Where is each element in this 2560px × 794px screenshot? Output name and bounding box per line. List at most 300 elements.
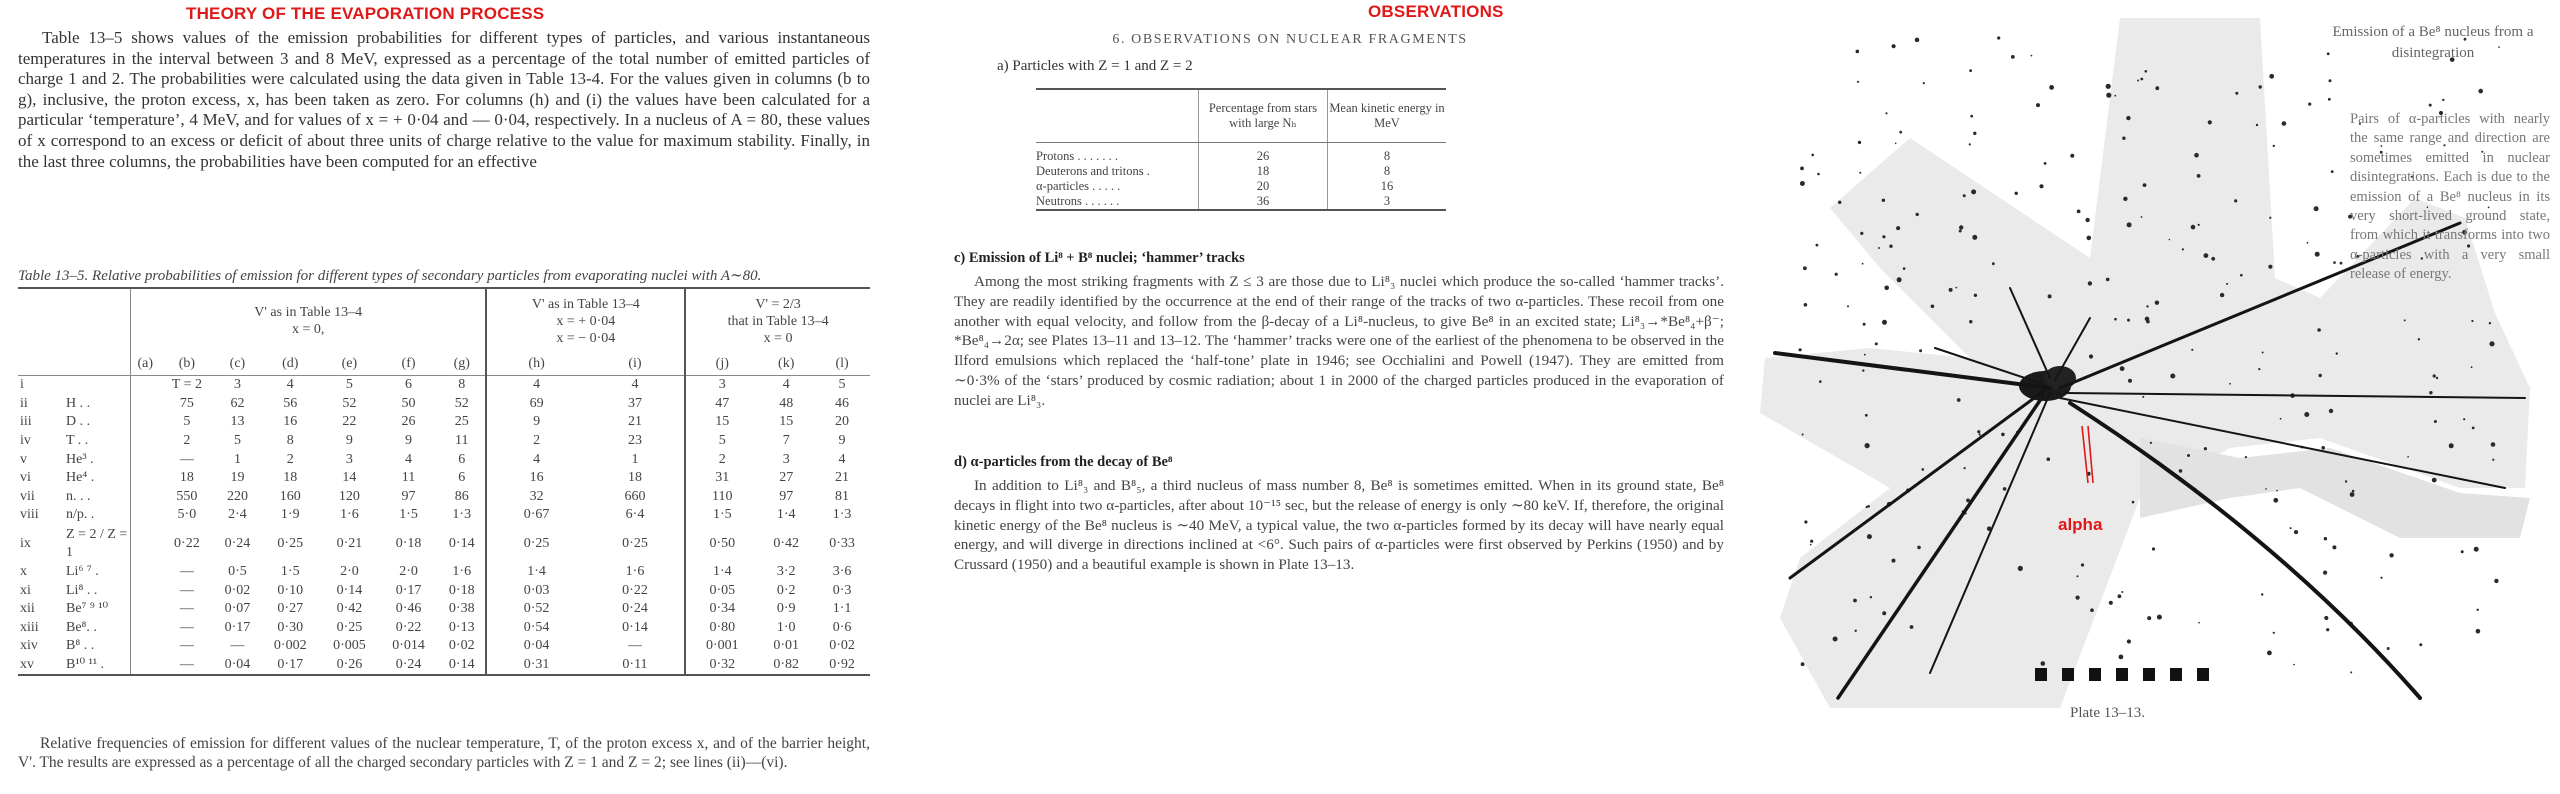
- table-cell: 0·92: [829, 657, 855, 673]
- grain-speck: [2198, 224, 2200, 226]
- grain-speck: [1882, 235, 1885, 238]
- table-cell: 0·26: [336, 657, 363, 673]
- grain-speck: [2442, 99, 2444, 101]
- intro-text: Table 13–5 shows values of the emission probabilities for different types of particles, and various instantaneous temperatures in the interval between 3 and 8 MeV, expressed as a percentage of the total number of emitted particles of charge 1 and 2. The probabilities were calculated using the data given in Table 13-4. For the values given in columns (b to g), inclusive, the proton excess, x, has been taken as zero. For columns (h) and (i) the values have been calculated for a particular ‘temperature’, 4 MeV, and for values of x = + 0·04 and — 0·04, respectively. In a nucleus of A = 80, these values of x correspond to an excess or deficit of about three units of charge relative to the value for maximum stability. Finally, in the last three columns, the probabilities have been computed for an effective: [18, 28, 870, 171]
- grain-speck: [2489, 341, 2494, 346]
- grain-speck: [2262, 352, 2264, 354]
- table-cell: [131, 488, 160, 507]
- table-cell: 0·22: [395, 619, 422, 635]
- table-cell: 52: [342, 395, 357, 411]
- table-row: [18, 376, 870, 395]
- grain-speck: [1969, 143, 1971, 145]
- grain-speck: [1858, 141, 1861, 144]
- grain-speck: [2276, 490, 2278, 492]
- fragments-row: [1036, 194, 1446, 210]
- section-c-paragraph: [954, 272, 1724, 411]
- particle-label: Be⁸. .: [66, 619, 97, 635]
- grain-speck: [2119, 655, 2124, 660]
- grain-speck: [2331, 170, 2334, 173]
- grain-speck: [2076, 596, 2080, 600]
- particle-label: n/p. .: [66, 507, 95, 523]
- table-cell: 9: [345, 433, 353, 449]
- grain-speck: [1969, 69, 1972, 72]
- grain-speck: [2463, 418, 2465, 420]
- table-cell: 0·001: [685, 637, 758, 656]
- table-cell: 0·11: [622, 657, 648, 673]
- row-number: vi: [20, 470, 31, 486]
- table-cell: 0·22: [622, 582, 648, 598]
- grain-speck: [2018, 566, 2023, 571]
- grain-speck: [2352, 490, 2355, 493]
- table-cell: [131, 637, 160, 656]
- table-cell: —: [179, 582, 194, 598]
- grain-speck: [2036, 103, 2040, 107]
- grain-speck: [2290, 527, 2292, 529]
- footnote-text: Relative frequencies of emission for different values of the nuclear temperature, T, of the proton excess x, and of the barrier height, V'. The results are expressed as a percentage of all the charged secondary particles with Z = 1 and Z = 2; see lines (ii)—(vi).: [18, 735, 870, 771]
- grain-speck: [2336, 352, 2338, 354]
- grain-speck: [1835, 273, 1838, 276]
- table-cell: 4: [405, 451, 413, 467]
- grain-speck: [2273, 632, 2275, 634]
- grain-speck: [1878, 247, 1880, 249]
- table-cell: 0·14: [448, 657, 475, 673]
- table-cell: [131, 525, 160, 563]
- table-cell: 5·0: [177, 507, 197, 523]
- table-cell: 32: [486, 488, 585, 507]
- table-cell: 0·22: [174, 535, 200, 551]
- table-cell: 3: [782, 451, 790, 467]
- grain-speck: [2127, 222, 2132, 227]
- table-cell: 0·02: [829, 638, 855, 654]
- grain-speck: [2109, 601, 2113, 605]
- table-cell: [131, 619, 160, 638]
- grain-speck: [2146, 320, 2150, 324]
- grain-speck: [2141, 216, 2143, 218]
- grain-speck: [2350, 671, 2352, 673]
- fragments-row: [1036, 143, 1446, 165]
- grain-speck: [2418, 338, 2420, 340]
- table-row: [18, 619, 870, 638]
- grain-speck: [2329, 409, 2333, 413]
- grain-speck: [2477, 609, 2479, 611]
- grain-speck: [2198, 622, 2200, 624]
- grain-speck: [1889, 245, 1892, 248]
- grain-speck: [2492, 459, 2494, 461]
- column-header: (a): [131, 353, 160, 376]
- grain-speck: [1857, 81, 1859, 83]
- table-cell: —: [179, 657, 194, 673]
- grain-speck: [2211, 257, 2215, 261]
- table-cell: 6: [405, 377, 413, 393]
- table-row: [18, 563, 870, 582]
- table-cell: 0·31: [486, 656, 585, 676]
- particle-label: He⁴ .: [66, 470, 95, 486]
- table-cell: 1·0: [776, 619, 796, 635]
- grain-speck: [1957, 398, 1961, 402]
- grain-speck: [2332, 545, 2336, 549]
- fragments-cell: Neutrons . . . . . .: [1036, 194, 1199, 210]
- grain-speck: [1895, 143, 1897, 145]
- grain-speck: [2220, 293, 2224, 297]
- grain-speck: [1817, 173, 1820, 176]
- table-cell: 0·52: [486, 600, 585, 619]
- table-cell: 25: [454, 414, 469, 430]
- grain-speck: [1972, 235, 1977, 240]
- row-number: xv: [20, 657, 34, 673]
- table-cell: 97: [401, 488, 416, 504]
- table-cell: 4: [486, 450, 585, 469]
- particle-label: B⁸ . .: [66, 638, 95, 654]
- table-cell: 5: [183, 414, 191, 430]
- column-header: (f): [379, 353, 438, 376]
- table-row: [18, 469, 870, 488]
- left-heading: THEORY OF THE EVAPORATION PROCESS: [186, 4, 545, 23]
- table-cell: 1·3: [832, 507, 852, 523]
- grain-speck: [1803, 266, 1807, 270]
- table-cell: [131, 376, 160, 395]
- table-cell: 15: [779, 414, 794, 430]
- table-cell: 3: [345, 451, 353, 467]
- table-cell: T = 2: [171, 377, 202, 393]
- section-d-paragraph: [954, 476, 1724, 575]
- table-cell: —: [179, 451, 194, 467]
- grain-speck: [1833, 637, 1838, 642]
- particle-label: Li⁶ ⁷ .: [66, 564, 99, 580]
- grain-speck: [1816, 244, 1819, 247]
- grain-speck: [2319, 374, 2322, 377]
- particle-label: T . .: [66, 433, 89, 449]
- grain-speck: [1859, 172, 1861, 174]
- table-cell: [131, 413, 160, 432]
- table-cell: 0·17: [224, 619, 251, 635]
- grain-speck: [2282, 121, 2287, 126]
- column-header: (l): [814, 353, 870, 376]
- column-header: (b): [160, 353, 215, 376]
- grain-speck: [1896, 226, 1900, 230]
- grain-speck: [2169, 239, 2171, 241]
- grain-speck: [2326, 628, 2329, 631]
- fragments-cell: α-particles . . . . .: [1036, 179, 1121, 193]
- table-cell: 9: [838, 433, 846, 449]
- table-cell: 0·002: [273, 638, 307, 654]
- grain-speck: [1804, 520, 1807, 523]
- grain-speck: [2323, 571, 2327, 575]
- table-cell: 2: [685, 450, 758, 469]
- grain-speck: [2157, 615, 2162, 620]
- table-cell: 75: [179, 395, 194, 411]
- grain-speck: [2489, 322, 2491, 324]
- fragments-cell: 20: [1199, 179, 1328, 194]
- group-head-3: [685, 289, 870, 353]
- table-cell: 18: [283, 470, 298, 486]
- grain-speck: [2049, 85, 2054, 90]
- grain-speck: [2461, 550, 2464, 553]
- grain-speck: [2472, 427, 2475, 430]
- table-cell: 11: [455, 433, 469, 449]
- table-row: [18, 395, 870, 414]
- table-cell: 220: [226, 488, 248, 504]
- group-2-line-3: x = − 0·04: [556, 330, 616, 346]
- table-cell: 3: [685, 376, 758, 395]
- grain-speck: [1847, 305, 1849, 307]
- table-cell: 0·25: [622, 535, 648, 551]
- table-cell: 120: [338, 488, 360, 504]
- intro-paragraph: [18, 28, 870, 172]
- grain-speck: [2120, 366, 2125, 371]
- table-cell: 1·4: [685, 563, 758, 582]
- grain-speck: [1910, 625, 1914, 629]
- table-cell: 56: [283, 395, 298, 411]
- row-number: viii: [20, 507, 39, 523]
- grain-speck: [2187, 454, 2190, 457]
- table-cell: 0·17: [395, 582, 422, 598]
- table-cell: 0·04: [224, 657, 251, 673]
- table-cell: 5: [838, 377, 846, 393]
- grain-speck: [2328, 98, 2331, 101]
- fragments-row: [1036, 164, 1446, 179]
- grain-speck: [1973, 132, 1976, 135]
- grain-speck: [1915, 38, 1920, 43]
- table-cell: 8: [458, 377, 466, 393]
- table-cell: 9: [486, 413, 585, 432]
- table-caption: Table 13–5. Relative probabilities of emission for different types of secondary particles from evaporating nuclei with A∼80.: [18, 268, 762, 284]
- grain-speck: [1974, 294, 1977, 297]
- alpha-label: alpha: [2058, 515, 2103, 534]
- grain-speck: [2142, 396, 2144, 398]
- column-header: (g): [438, 353, 486, 376]
- grain-speck: [2118, 594, 2122, 598]
- group-2-line-2: x = + 0·04: [556, 313, 616, 329]
- grain-speck: [1977, 430, 1980, 433]
- table-cell: 9: [405, 433, 413, 449]
- table-cell: 660: [624, 488, 646, 504]
- grain-speck: [1997, 36, 2000, 39]
- table-cell: 3·2: [776, 564, 796, 580]
- row-number: vii: [20, 488, 35, 504]
- grain-speck: [1970, 115, 1973, 118]
- fragments-row: [1036, 179, 1446, 194]
- table-cell: 0·42: [336, 601, 363, 617]
- table-cell: 0·24: [224, 535, 251, 551]
- fragments-cell: 36: [1199, 194, 1328, 210]
- grain-speck: [2123, 197, 2127, 201]
- row-number: iii: [20, 414, 32, 430]
- table-cell: 0·38: [448, 601, 475, 617]
- grain-speck: [2294, 530, 2298, 534]
- group-2-line-1: V' as in Table 13–4: [531, 296, 640, 312]
- table-cell: 1: [233, 451, 241, 467]
- particle-label: B¹⁰ ¹¹ .: [66, 657, 105, 673]
- grain-speck: [2265, 488, 2267, 490]
- grain-speck: [2434, 420, 2437, 423]
- group-3-line-2: that in Table 13–4: [727, 313, 829, 329]
- table-cell: 15: [685, 413, 758, 432]
- grain-speck: [2491, 442, 2496, 447]
- particle-label: [66, 376, 131, 395]
- table-cell: 1·4: [776, 507, 796, 523]
- table-cell: 0·03: [486, 581, 585, 600]
- table-cell: [131, 506, 160, 525]
- group-3-line-3: x = 0: [763, 330, 793, 346]
- grain-speck: [1855, 630, 1857, 632]
- table-cell: 0·9: [776, 601, 796, 617]
- table-cell: 3·6: [832, 564, 852, 580]
- table-cell: 18: [179, 470, 194, 486]
- grain-speck: [2256, 124, 2258, 126]
- table-cell: 62: [230, 395, 245, 411]
- grain-speck: [1992, 262, 1995, 265]
- grain-speck: [2280, 418, 2282, 420]
- grain-speck: [2114, 318, 2117, 321]
- table-cell: 14: [342, 470, 357, 486]
- grain-speck: [1863, 323, 1866, 326]
- table-cell: —: [179, 601, 194, 617]
- row-number: iv: [20, 433, 31, 449]
- table-cell: 21: [835, 470, 850, 486]
- grain-speck: [2273, 498, 2278, 503]
- grain-speck: [2474, 547, 2479, 552]
- table-cell: 0·01: [773, 638, 800, 654]
- table-cell: 0·80: [685, 619, 758, 638]
- table-cell: 13: [230, 414, 245, 430]
- grain-speck: [2077, 575, 2079, 577]
- grain-speck: [2003, 487, 2007, 491]
- table-cell: 16: [283, 414, 298, 430]
- table-row: [18, 488, 870, 507]
- grain-speck: [2235, 92, 2238, 95]
- subsection-a-title: a) Particles with Z = 1 and Z = 2: [997, 58, 1193, 74]
- grain-speck: [2044, 162, 2047, 165]
- grain-speck: [1923, 82, 1925, 84]
- table-cell: 6: [458, 470, 466, 486]
- table-cell: 0·02: [224, 582, 251, 598]
- column-header: (j): [685, 353, 758, 376]
- grain-speck: [2476, 629, 2481, 634]
- grain-speck: [1862, 263, 1864, 265]
- fragments-cell: 18: [1199, 164, 1328, 179]
- grain-speck: [2208, 120, 2212, 124]
- table-cell: —: [627, 638, 642, 654]
- grain-speck: [2314, 206, 2319, 211]
- table-cell: 26: [401, 414, 416, 430]
- frag-header-particle: [1036, 89, 1199, 143]
- table-cell: —: [179, 619, 194, 635]
- grain-speck: [2089, 354, 2093, 358]
- grain-speck: [2145, 70, 2148, 73]
- grain-speck: [1931, 305, 1935, 309]
- grain-speck: [2204, 447, 2207, 450]
- grain-speck: [1884, 286, 1889, 291]
- grain-speck: [2380, 577, 2382, 579]
- table-row: [18, 656, 870, 676]
- table-cell: —: [230, 638, 245, 654]
- particle-label: Z = 2 / Z = 1: [66, 526, 128, 560]
- table-cell: 2·4: [228, 507, 247, 523]
- grain-speck: [2315, 252, 2320, 257]
- grain-speck: [2122, 137, 2125, 140]
- table-cell: 0·67: [486, 506, 585, 525]
- table-cell: [131, 432, 160, 451]
- grain-speck: [2204, 253, 2209, 258]
- table-cell: [131, 581, 160, 600]
- grain-speck: [2404, 319, 2406, 321]
- fragments-cell: Deuterons and tritons .: [1036, 164, 1150, 178]
- table-cell: 0·10: [277, 582, 304, 598]
- fragments-cell: 3: [1328, 194, 1447, 210]
- table-cell: 4: [782, 377, 790, 393]
- grain-speck: [2015, 192, 2018, 195]
- table-cell: —: [179, 638, 194, 654]
- table-row: [18, 506, 870, 525]
- grain-speck: [2106, 278, 2110, 282]
- table-cell: 0·50: [685, 525, 758, 563]
- table-cell: [131, 395, 160, 414]
- grain-speck: [1865, 443, 1870, 448]
- table-cell: 1·5: [399, 507, 418, 523]
- grain-speck: [2345, 480, 2347, 482]
- grain-speck: [1800, 167, 1804, 171]
- grain-speck: [2226, 283, 2228, 285]
- grain-speck: [2269, 74, 2274, 79]
- grain-speck: [2031, 55, 2033, 57]
- fragments-cell: Protons . . . . . . .: [1036, 149, 1118, 163]
- table-cell: 0·2: [776, 582, 796, 598]
- fragments-cell: 8: [1328, 164, 1447, 179]
- grain-speck: [2258, 368, 2260, 370]
- grain-speck: [1903, 267, 1906, 270]
- table-cell: 5: [233, 433, 241, 449]
- grain-speck: [2419, 643, 2422, 646]
- grain-speck: [1862, 369, 1864, 371]
- grain-speck: [2106, 84, 2111, 89]
- table-cell: 16: [486, 469, 585, 488]
- grain-speck: [2387, 647, 2390, 650]
- grain-speck: [1853, 599, 1857, 603]
- frag-header-energy: Mean kinetic energy in MeV: [1328, 89, 1447, 143]
- grain-speck: [2194, 153, 2199, 158]
- grain-speck: [2471, 366, 2473, 368]
- table-cell: 550: [176, 488, 198, 504]
- table-cell: 0·14: [622, 619, 648, 635]
- table-cell: 6: [458, 451, 466, 467]
- grain-speck: [2085, 218, 2089, 222]
- grain-speck: [2128, 379, 2132, 383]
- table-cell: 1·5: [280, 564, 300, 580]
- table-cell: 52: [454, 395, 469, 411]
- particle-label: Be⁷ ⁹ ¹⁰: [66, 601, 109, 617]
- group-head-1: [131, 289, 487, 353]
- grain-speck: [2179, 469, 2183, 473]
- grain-speck: [2087, 236, 2092, 241]
- grain-speck: [2048, 294, 2052, 298]
- table-cell: 1·6: [625, 564, 645, 580]
- column-header: (h): [486, 353, 585, 376]
- grain-speck: [1919, 349, 1922, 352]
- grain-speck: [2234, 199, 2237, 202]
- column-header: (i): [586, 353, 685, 376]
- middle-heading: OBSERVATIONS: [1368, 2, 1504, 21]
- grain-speck: [1801, 662, 1805, 666]
- grain-speck: [1867, 534, 1872, 539]
- column-header-row: [18, 353, 870, 376]
- grain-speck: [1882, 320, 1887, 325]
- grain-speck: [1917, 546, 1921, 550]
- table-row: [18, 413, 870, 432]
- grain-speck: [2273, 145, 2275, 147]
- grain-speck: [2140, 78, 2143, 81]
- section-d-title: d) α-particles from the decay of Be⁸: [954, 454, 1173, 470]
- table-cell: 6·4: [625, 507, 645, 523]
